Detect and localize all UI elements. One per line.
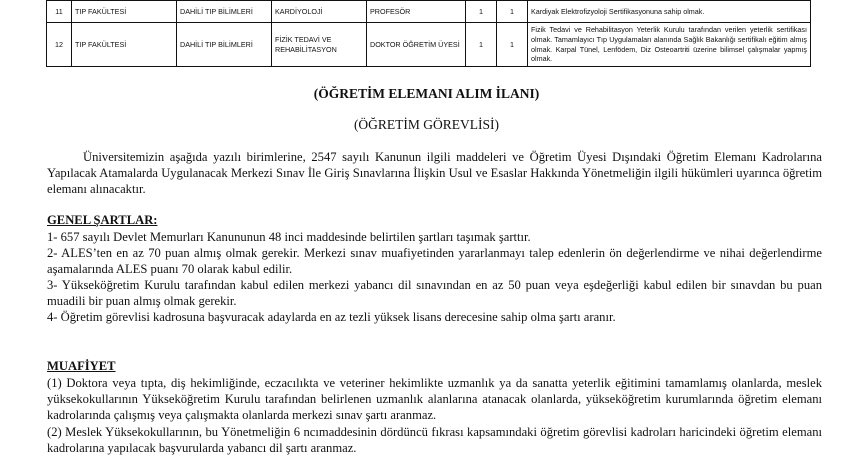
table-row bbox=[47, 23, 811, 67]
row-degree: 1 bbox=[466, 1, 497, 23]
announcement-title: (ÖĞRETİM ELEMANI ALIM İLANI) bbox=[313, 86, 540, 101]
row-unit: TIP FAKÜLTESİ bbox=[72, 23, 177, 67]
row-title: PROFESÖR bbox=[367, 1, 466, 23]
row-count: 1 bbox=[497, 23, 528, 67]
exemption-item: (2) Meslek Yüksekokullarının, bu Yönetmeliğin 6 ncımaddesinin dördüncü fıkrası kapsamındaki öğretim görevlisi kadroları haricindeki öğretim elemanı kadrolarına yapılacak başvurularda yabancı dil şartı aranmaz. bbox=[47, 425, 822, 455]
row-title: DOKTOR ÖĞRETİM ÜYESİ bbox=[367, 23, 466, 67]
condition-item: 2- ALES’ten en az 70 puan almış olmak gerekir. Merkezi sınav muafiyetinden yararlanmayı talep edenlerin ön değerlendirme ve nihai değerlendirme aşamalarında ALES puanı 70 olarak kabul edilir. bbox=[47, 246, 822, 276]
condition-item: 3- Yükseköğretim Kurulu tarafından kabul edilen merkezi yabancı dil sınavından en az 50 puan veya eşdeğerliği kabul edilen bir sınavdan bu puan muadili bir puan almış olmak gerekir. bbox=[47, 278, 822, 308]
staff-table bbox=[46, 0, 811, 67]
row-number: 12 bbox=[47, 23, 72, 67]
row-unit: TIP FAKÜLTESİ bbox=[72, 1, 177, 23]
row-count: 1 bbox=[497, 1, 528, 23]
intro-paragraph: Üniversitemizin aşağıda yazılı birimlerine, 2547 sayılı Kanunun ilgili maddeleri ve Öğretim Üyesi Dışındaki Öğretim Elemanı Kadrolarına Yapılacak Atamalarda Uygulanacak Merkezi Sınav İle Giriş Sınavlarına İlişkin Usul ve Esaslar Hakkında Yönetmeliğin ilgili hükümleri uyarınca öğretim elemanı alınacaktır. bbox=[47, 150, 822, 196]
general-conditions-title: GENEL ŞARTLAR: bbox=[47, 213, 158, 227]
exemption-title: MUAFİYET bbox=[47, 359, 116, 373]
announcement-subtitle: (ÖĞRETİM GÖREVLİSİ) bbox=[353, 117, 500, 132]
condition-item: 4- Öğretim görevlisi kadrosuna başvuracak adaylarda en az tezli yüksek lisans derecesine sahip olma şartı aranır. bbox=[47, 310, 616, 324]
row-requirement: Fizik Tedavi ve Rehabilitasyon Yeterlik Kurulu tarafından verilen yeterlik sertifikası olmak. Tamamlayıcı Tıp Uygulamaları alanında Sağlık Bakanlığı sertifikalı eğitim almış olmak. Karpal Tünel, Lenfödem, Diz Osteoartriti üzerine bilimsel çalışmalar yapmış olmak. bbox=[528, 23, 811, 67]
table-row bbox=[47, 1, 811, 23]
row-anabilim: KARDİYOLOJİ bbox=[272, 1, 367, 23]
row-department: DAHİLİ TIP BİLİMLERİ bbox=[177, 1, 272, 23]
condition-item: 1- 657 sayılı Devlet Memurları Kanununun 48 inci maddesinde belirtilen şartları taşımak şarttır. bbox=[47, 230, 531, 244]
row-anabilim: FİZİK TEDAVİ VE REHABİLİTASYON bbox=[272, 23, 367, 67]
row-degree: 1 bbox=[466, 23, 497, 67]
exemption-item: (1) Doktora veya tıpta, diş hekimliğinde, eczacılıkta ve veteriner hekimlikte uzmanlık ya da sanatta yeterlik eğitimini tamamlamış olanlarda, meslek yüksekokullarının Yükseköğretim Kurulu tarafından belirlenen uzmanlık alanlarına atanacak olanlarda, yükseköğretim kurumlarında öğretim elemanı kadrolarında çalışmış veya çalışmakta olanlarda merkezi sınav şartı aranmaz. bbox=[47, 376, 822, 422]
row-requirement: Kardiyak Elektrofizyoloji Sertifikasyonuna sahip olmak. bbox=[528, 1, 811, 23]
row-number: 11 bbox=[47, 1, 72, 23]
row-department: DAHİLİ TIP BİLİMLERİ bbox=[177, 23, 272, 67]
